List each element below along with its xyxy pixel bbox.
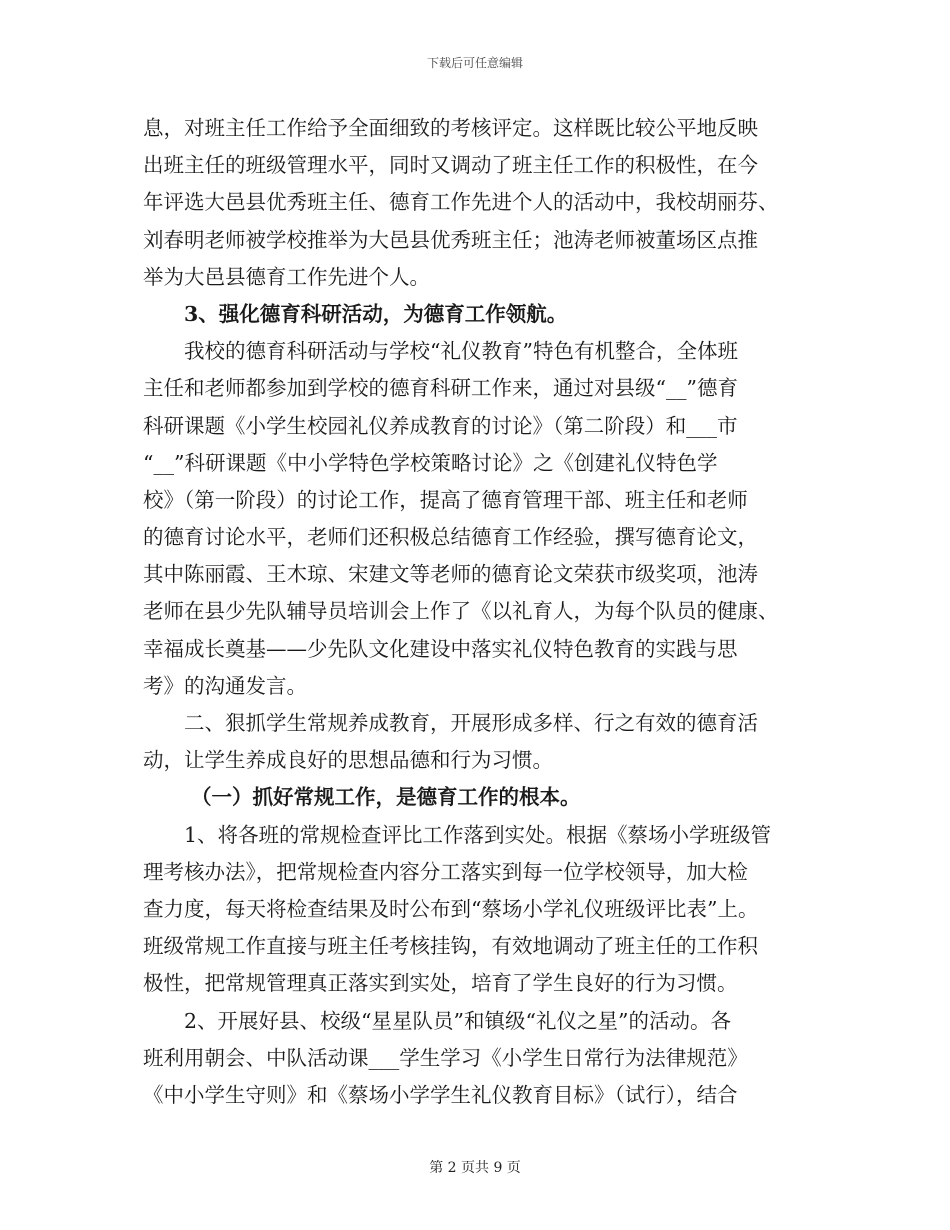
section-heading: 3、强化德育科研活动，为德育工作领航。 (184, 301, 568, 326)
text-line: 校》（第一阶段）的讨论工作，提高了德育管理干部、班主任和老师 (143, 487, 748, 512)
page-header: 下载后可任意编辑 (426, 56, 523, 70)
page-footer: 第 2 页共 9 页 (429, 1160, 521, 1176)
text-line: 班利用朝会、中队活动课___学生学习《小学生日常行为法律规范》 (143, 1045, 748, 1070)
text-line: 刘春明老师被学校推举为大邑县优秀班主任；池涛老师被董场区点推 (143, 227, 758, 252)
text-line: 息，对班主任工作给予全面细致的考核评定。这样既比较公平地反映 (143, 116, 758, 140)
text-line: 科研课题《小学生校园礼仪养成教育的讨论》（第二阶段）和___市 (143, 413, 738, 438)
document-body (143, 110, 808, 1114)
text-line: 极性，把常规管理真正落实到实处，培育了学生良好的行为习惯。 (143, 971, 738, 996)
text-line: 出班主任的班级管理水平，同时又调动了班主任工作的积极性，在今 (143, 153, 758, 178)
text-line: 《中小学生守则》和《蔡场小学学生礼仪教育目标》（试行），结合 (143, 1082, 738, 1107)
text-line: 班级常规工作直接与班主任考核挂钩，有效地调动了班主任的工作积 (143, 934, 758, 959)
text-line: 查力度，每天将检查结果及时公布到“蔡场小学礼仪班级评比表”上。 (143, 896, 759, 921)
text-line: 举为大邑县德育工作先进个人。 (143, 264, 430, 289)
text-line: 其中陈丽霞、王木琼、宋建文等老师的德育论文荣获市级奖项，池涛 (143, 562, 758, 587)
text-line: 幸福成长奠基——少先队文化建设中落实礼仪特色教育的实践与思 (143, 636, 738, 661)
section-heading: （一）抓好常规工作，是德育工作的根本。 (191, 785, 581, 810)
text-line: 动，让学生养成良好的思想品德和行为习惯。 (143, 748, 553, 773)
text-line: 主任和老师都参加到学校的德育科研工作来，通过对县级“__”德育 (143, 376, 738, 401)
text-line: 考》的沟通发言。 (143, 673, 307, 698)
text-line: 二、狠抓学生常规养成教育，开展形成多样、行之有效的德育活 (184, 711, 758, 735)
text-line: 理考核办法》，把常规检查内容分工落实到每一位学校领导，加大检 (143, 859, 748, 884)
text-line: 我校的德育科研活动与学校“礼仪教育”特色有机整合，全体班 (184, 339, 738, 364)
text-line: “__”科研课题《中小学特色学校策略讨论》之《创建礼仪特色学 (143, 450, 718, 475)
text-line: 1、将各班的常规检查评比工作落到实处。根据《蔡场小学班级管 (184, 822, 772, 847)
text-line: 老师在县少先队辅导员培训会上作了《以礼育人，为每个队员的健康、 (143, 599, 779, 624)
text-line: 的德育讨论水平，老师们还积极总结德育工作经验，撰写德育论文， (143, 525, 758, 550)
text-line: 年评选大邑县优秀班主任、德育工作先进个人的活动中，我校胡丽芬、 (143, 190, 779, 215)
text-line: 2、开展好县、校级“星星队员”和镇级“礼仪之星”的活动。各 (184, 1008, 731, 1033)
